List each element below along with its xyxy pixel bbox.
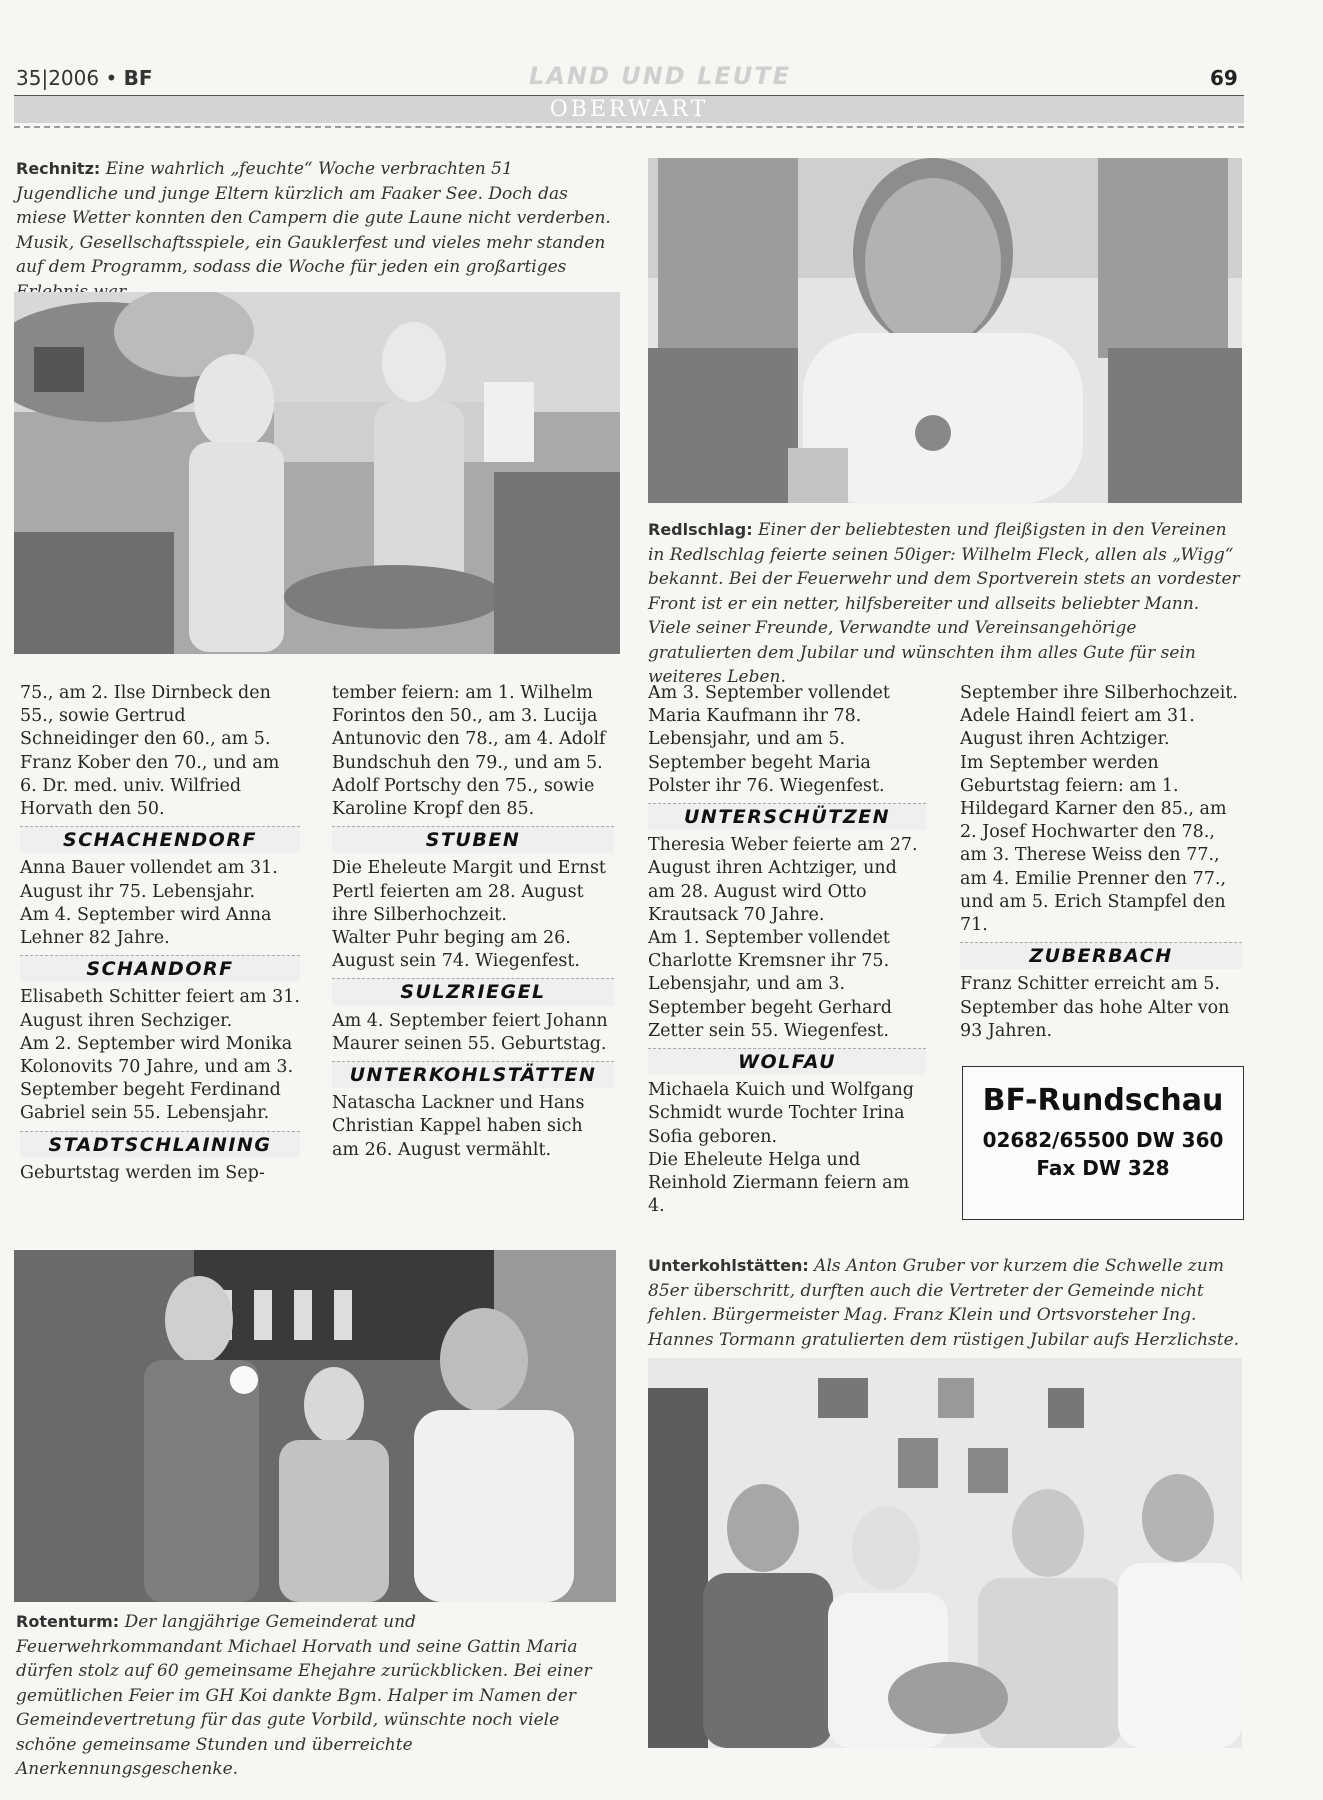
c1-stadtschlaining-p1: Geburtstag werden im Sep- [20, 1162, 265, 1183]
column-4 [960, 682, 1242, 1043]
c2-intro: tember feiern: am 1. Wilhelm Forintos den 50., am 3. Lucija Antunovic den 78., am 4. Adolf Bundschuh den 79., und am 5. Adolf Portschy den 75., sowie Karoline Kropf den 85. [332, 683, 606, 820]
c2-stuben-p2: Walter Puhr beging am 26. August sein 74. Wiegenfest. [332, 928, 580, 972]
heading-stuben: STUBEN [332, 826, 614, 853]
c4-p3: Im September werden Geburtstag feiern: am 1. Hildegard Karner den 85., am 2. Josef Hochwarter den 78., am 3. Therese Weiss den 77., am 4. Emilie Prenner den 77., und am 5. Erich Stampfel den 71. [960, 752, 1227, 936]
c1-schandorf-p1: Elisabeth Schitter feiert am 31. August ihren Sechziger. [20, 987, 300, 1031]
heading-stadtschlaining: STADTSCHLAINING [20, 1131, 300, 1158]
photo-anton-gruber [648, 1358, 1242, 1748]
c2-stuben-p1: Die Eheleute Margit und Ernst Pertl feierten am 28. August ihre Silberhochzeit. [332, 858, 606, 925]
contact-box-title: BF-Rundschau [982, 1083, 1224, 1118]
caption-text: Einer der beliebtesten und fleißigsten in den Vereinen in Redlschlag feierte seinen 50iger: Wilhelm Fleck, allen als „Wigg“ bekannt. Bei der Feuerwehr und dem Sportverein stets an vordester Front ist er ein netter, hilfsbereiter und allseits beliebter Mann. Viele seiner Freunde, Verwandte und Vereinsangehörige gratulierten dem Jubilar und wünschten ihm alles Gute für sein weiteres Leben. [648, 520, 1240, 687]
c2-sulzriegel-p1: Am 4. September feiert Johann Maurer seinen 55. Geburtstag. [332, 1010, 608, 1054]
header-dash-line [14, 126, 1244, 128]
caption-text: Eine wahrlich „feuchte“ Woche verbrachten 51 Jugendliche und junge Eltern kürzlich am Faaker See. Doch das miese Wetter konnten den Campern die gute Laune nicht verderben. Musik, Gesellschaftsspiele, ein Gauklerfest und vieles mehr standen auf dem Programm, sodass die Woche für jeden ein großartiges [16, 159, 611, 277]
issue-number: 35|2006 [16, 66, 100, 90]
heading-sulzriegel: SULZRIEGEL [332, 978, 614, 1005]
heading-zuberbach: ZUBERBACH [960, 942, 1242, 969]
caption-place: Rechnitz: [16, 159, 101, 178]
caption-redlschlag [648, 518, 1242, 690]
c3-wolfau-p2: Die Eheleute Helga und Reinhold Ziermann feiern am 4. [648, 1149, 910, 1217]
caption-text: Der langjährige Gemeinderat und Feuerwehrkommandant Michael Horvath und seine Gattin Maria dürfen stolz auf 60 gemeinsame Ehejahre zurückblicken. Bei einer gemütlichen Feier im GH Koi dankte Bgm. Halper im Namen der Gemeindevertretung für das gute Vorbild, wünschte noch viele schöne gemeinsame Stunden und überreichte Anerkennungsgeschenke. [16, 1612, 592, 1779]
heading-schandorf: SCHANDORF [20, 955, 300, 982]
contact-box-fax: Fax DW 328 [1036, 1156, 1170, 1180]
c2-unterkohlstaetten-p1: Natascha Lackner und Hans Christian Kappel haben sich am 26. August vermählt. [332, 1093, 585, 1160]
c3-unterschuetzen-p1: Theresia Weber feierte am 27. August ihren Achtziger, und am 28. August wird Otto Krautsack 70 Jahre. [648, 835, 918, 925]
heading-schachendorf: SCHACHENDORF [20, 826, 300, 853]
caption-unterkohlstaetten [648, 1254, 1242, 1352]
c4-intro: September ihre Silberhochzeit. [960, 683, 1238, 703]
section-title: LAND UND LEUTE [528, 62, 792, 90]
c4-p2: Adele Haindl feiert am 31. August ihren Achtziger. [960, 706, 1195, 750]
region-band: OBERWART [14, 96, 1244, 123]
caption-place: Unterkohlstätten: [648, 1256, 809, 1275]
heading-wolfau: WOLFAU [648, 1048, 926, 1075]
contact-box-phone: 02682/65500 DW 360 [982, 1128, 1224, 1152]
caption-place: Redlschlag: [648, 520, 753, 539]
caption-rotenturm [16, 1610, 616, 1782]
photo-rotenturm-couple [14, 1250, 616, 1602]
issue-line [16, 66, 153, 90]
brand-name: BF [123, 66, 153, 90]
c1-schachendorf-p2: Am 4. September wird Anna Lehner 82 Jahre. [20, 904, 272, 949]
c3-wolfau-p1: Michaela Kuich und Wolfgang Schmidt wurde Tochter Irina Sofia geboren. [648, 1080, 914, 1147]
photo-girls-camp [14, 292, 620, 654]
page-number: 69 [1210, 66, 1238, 90]
c3-unterschuetzen-p2: Am 1. September vollendet Charlotte Kremsner ihr 75. Lebensjahr, und am 3. September begeht Gerhard Zetter sein 55. Wiegenfest. [648, 928, 892, 1041]
photo-wilhelm-fleck [648, 158, 1242, 503]
c1-intro: 75., am 2. Ilse Dirnbeck den 55., sowie Gertrud Schneidinger den 60., am 5. Franz Kober den 70., und am 6. Dr. med. univ. Wilfried Horvath den 50. [20, 683, 280, 820]
column-2 [332, 682, 614, 1162]
c1-schachendorf-p1: Anna Bauer vollendet am 31. August ihr 75. Lebensjahr. [20, 858, 278, 902]
caption-rechnitz [16, 157, 618, 304]
heading-unterschuetzen: UNTERSCHÜTZEN [648, 803, 926, 830]
bullet: • [105, 66, 118, 90]
heading-unterkohlstaetten: UNTERKOHLSTÄTTEN [332, 1061, 614, 1088]
c3-intro: Am 3. September vollendet Maria Kaufmann ihr 78. Lebensjahr, und am 5. September begeht Maria Polster ihr 76. Wiegenfest. [648, 683, 890, 796]
caption-text: Als Anton Gruber vor kurzem die Schwelle zum 85er überschritt, durften auch die Vertreter der Gemeinde nicht fehlen. Bürgermeister Mag. Franz Klein und Ortsvorsteher Ing. Hannes Tormann gratulierten dem rüstigen Jubilar aufs Herzlichste. [648, 1256, 1240, 1350]
column-1 [20, 682, 300, 1185]
column-3 [648, 682, 926, 1218]
contact-box [962, 1066, 1244, 1220]
c1-schandorf-p2: Am 2. September wird Monika Kolonovits 70 Jahre, und am 3. September begeht Ferdinand Gabriel sein 55. Lebensjahr. [20, 1033, 294, 1124]
c4-zuberbach-p1: Franz Schitter erreicht am 5. September das hohe Alter von 93 Jahren. [960, 974, 1230, 1041]
caption-place: Rotenturm: [16, 1612, 120, 1631]
